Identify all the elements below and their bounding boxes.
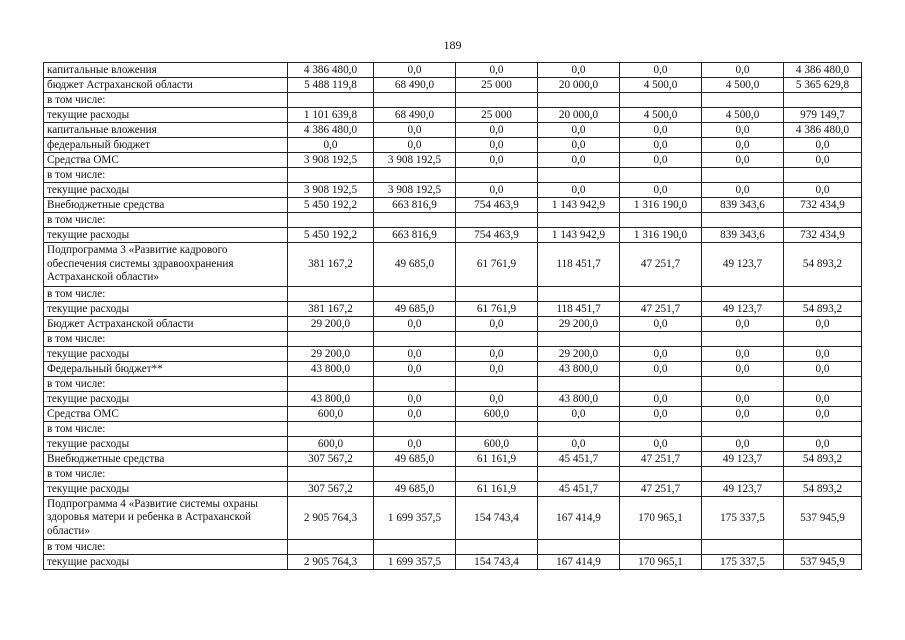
- value-cell: [374, 93, 456, 108]
- value-cell: [288, 213, 374, 228]
- value-cell: 0,0: [456, 391, 538, 406]
- table-row: [44, 108, 862, 123]
- value-cell: 0,0: [374, 406, 456, 421]
- value-cell: [702, 93, 784, 108]
- value-cell: [784, 540, 862, 555]
- value-cell: 0,0: [538, 183, 620, 198]
- value-cell: [784, 421, 862, 436]
- value-cell: 61 761,9: [456, 301, 538, 316]
- value-cell: [784, 286, 862, 301]
- value-cell: [620, 376, 702, 391]
- value-cell: 45 451,7: [538, 481, 620, 496]
- row-label: в том числе:: [44, 93, 288, 108]
- value-cell: [456, 376, 538, 391]
- value-cell: [784, 168, 862, 183]
- value-cell: [538, 93, 620, 108]
- row-label: текущие расходы: [44, 301, 288, 316]
- value-cell: 61 161,9: [456, 451, 538, 466]
- value-cell: 4 500,0: [620, 78, 702, 93]
- value-cell: 4 386 480,0: [784, 63, 862, 78]
- value-cell: 381 167,2: [288, 243, 374, 287]
- value-cell: 49 685,0: [374, 481, 456, 496]
- value-cell: 0,0: [456, 346, 538, 361]
- value-cell: 4 386 480,0: [288, 63, 374, 78]
- value-cell: 175 337,5: [702, 496, 784, 540]
- value-cell: [620, 540, 702, 555]
- value-cell: 49 685,0: [374, 451, 456, 466]
- row-label: текущие расходы: [44, 391, 288, 406]
- row-label: бюджет Астраханской области: [44, 78, 288, 93]
- value-cell: 0,0: [702, 436, 784, 451]
- value-cell: [538, 466, 620, 481]
- value-cell: 0,0: [456, 316, 538, 331]
- value-cell: 54 893,2: [784, 301, 862, 316]
- table-row: [44, 153, 862, 168]
- value-cell: 537 945,9: [784, 496, 862, 540]
- value-cell: [288, 466, 374, 481]
- value-cell: [374, 286, 456, 301]
- value-cell: 0,0: [784, 138, 862, 153]
- value-cell: 0,0: [620, 346, 702, 361]
- value-cell: [374, 466, 456, 481]
- value-cell: 45 451,7: [538, 451, 620, 466]
- value-cell: 0,0: [374, 63, 456, 78]
- value-cell: [620, 286, 702, 301]
- value-cell: 0,0: [702, 63, 784, 78]
- value-cell: [456, 540, 538, 555]
- value-cell: [538, 421, 620, 436]
- table-row: [44, 481, 862, 496]
- value-cell: [538, 168, 620, 183]
- table-row: [44, 168, 862, 183]
- value-cell: [538, 376, 620, 391]
- value-cell: 754 463,9: [456, 198, 538, 213]
- value-cell: 68 490,0: [374, 108, 456, 123]
- value-cell: 47 251,7: [620, 301, 702, 316]
- value-cell: [288, 376, 374, 391]
- row-label: капитальные вложения: [44, 123, 288, 138]
- value-cell: 0,0: [620, 123, 702, 138]
- value-cell: [538, 286, 620, 301]
- value-cell: [784, 331, 862, 346]
- value-cell: 0,0: [784, 346, 862, 361]
- value-cell: 1 143 942,9: [538, 228, 620, 243]
- value-cell: [456, 168, 538, 183]
- value-cell: [702, 331, 784, 346]
- value-cell: 0,0: [374, 316, 456, 331]
- value-cell: 0,0: [538, 153, 620, 168]
- value-cell: 0,0: [538, 138, 620, 153]
- table-row: [44, 361, 862, 376]
- budget-table: [43, 62, 862, 570]
- value-cell: 732 434,9: [784, 228, 862, 243]
- row-label: в том числе:: [44, 421, 288, 436]
- value-cell: 25 000: [456, 78, 538, 93]
- value-cell: 839 343,6: [702, 228, 784, 243]
- value-cell: 47 251,7: [620, 243, 702, 287]
- value-cell: 0,0: [620, 361, 702, 376]
- value-cell: 170 965,1: [620, 496, 702, 540]
- value-cell: [538, 540, 620, 555]
- value-cell: 0,0: [620, 391, 702, 406]
- value-cell: 61 161,9: [456, 481, 538, 496]
- table-row: [44, 316, 862, 331]
- row-label: Федеральный бюджет**: [44, 361, 288, 376]
- value-cell: 0,0: [538, 123, 620, 138]
- table-row: [44, 301, 862, 316]
- row-label: Бюджет Астраханской области: [44, 316, 288, 331]
- value-cell: 20 000,0: [538, 78, 620, 93]
- value-cell: 43 800,0: [538, 361, 620, 376]
- row-label: текущие расходы: [44, 346, 288, 361]
- value-cell: 0,0: [702, 406, 784, 421]
- value-cell: [288, 93, 374, 108]
- value-cell: 4 500,0: [702, 78, 784, 93]
- value-cell: 2 905 764,3: [288, 496, 374, 540]
- value-cell: 1 699 357,5: [374, 496, 456, 540]
- row-label: Средства ОМС: [44, 153, 288, 168]
- row-label: текущие расходы: [44, 108, 288, 123]
- value-cell: 43 800,0: [288, 361, 374, 376]
- value-cell: 0,0: [374, 138, 456, 153]
- value-cell: 29 200,0: [538, 346, 620, 361]
- value-cell: [456, 466, 538, 481]
- value-cell: 1 316 190,0: [620, 228, 702, 243]
- value-cell: [784, 213, 862, 228]
- table-row: [44, 213, 862, 228]
- value-cell: 0,0: [702, 316, 784, 331]
- value-cell: 20 000,0: [538, 108, 620, 123]
- value-cell: [784, 376, 862, 391]
- value-cell: 4 386 480,0: [288, 123, 374, 138]
- value-cell: [288, 331, 374, 346]
- value-cell: 0,0: [456, 138, 538, 153]
- value-cell: [456, 421, 538, 436]
- table-row: [44, 123, 862, 138]
- value-cell: 2 905 764,3: [288, 555, 374, 570]
- value-cell: 170 965,1: [620, 555, 702, 570]
- table-row: [44, 376, 862, 391]
- value-cell: 839 343,6: [702, 198, 784, 213]
- table-row: [44, 183, 862, 198]
- table-row: [44, 436, 862, 451]
- value-cell: [784, 93, 862, 108]
- value-cell: 61 761,9: [456, 243, 538, 287]
- value-cell: 0,0: [702, 361, 784, 376]
- value-cell: 663 816,9: [374, 198, 456, 213]
- value-cell: 1 699 357,5: [374, 555, 456, 570]
- table-row: [44, 93, 862, 108]
- value-cell: 0,0: [702, 138, 784, 153]
- row-label: федеральный бюджет: [44, 138, 288, 153]
- table-row: [44, 198, 862, 213]
- value-cell: 29 200,0: [288, 316, 374, 331]
- value-cell: 3 908 192,5: [288, 183, 374, 198]
- row-label: в том числе:: [44, 168, 288, 183]
- value-cell: 754 463,9: [456, 228, 538, 243]
- value-cell: 49 123,7: [702, 243, 784, 287]
- value-cell: [456, 93, 538, 108]
- value-cell: [374, 421, 456, 436]
- value-cell: 600,0: [288, 406, 374, 421]
- value-cell: 54 893,2: [784, 451, 862, 466]
- value-cell: [620, 213, 702, 228]
- value-cell: [374, 540, 456, 555]
- value-cell: 3 908 192,5: [288, 153, 374, 168]
- value-cell: 49 123,7: [702, 481, 784, 496]
- value-cell: 29 200,0: [538, 316, 620, 331]
- value-cell: 1 316 190,0: [620, 198, 702, 213]
- value-cell: 0,0: [374, 123, 456, 138]
- value-cell: [702, 376, 784, 391]
- value-cell: 5 450 192,2: [288, 198, 374, 213]
- value-cell: [784, 466, 862, 481]
- value-cell: 0,0: [374, 391, 456, 406]
- value-cell: [288, 168, 374, 183]
- value-cell: 1 101 639,8: [288, 108, 374, 123]
- value-cell: 49 685,0: [374, 243, 456, 287]
- row-label: текущие расходы: [44, 436, 288, 451]
- value-cell: 154 743,4: [456, 555, 538, 570]
- value-cell: 43 800,0: [538, 391, 620, 406]
- value-cell: 0,0: [620, 436, 702, 451]
- row-label: в том числе:: [44, 540, 288, 555]
- value-cell: 0,0: [702, 153, 784, 168]
- table-row: [44, 286, 862, 301]
- value-cell: 0,0: [620, 153, 702, 168]
- budget-table-body: [44, 63, 862, 570]
- value-cell: 43 800,0: [288, 391, 374, 406]
- value-cell: 4 500,0: [620, 108, 702, 123]
- value-cell: 0,0: [538, 436, 620, 451]
- table-row: [44, 451, 862, 466]
- value-cell: 25 000: [456, 108, 538, 123]
- row-label: Подпрограмма 4 «Развитие системы охраны здоровья матери и ребенка в Астраханской области»: [44, 496, 288, 540]
- row-label: Средства ОМС: [44, 406, 288, 421]
- value-cell: [702, 286, 784, 301]
- value-cell: [620, 331, 702, 346]
- value-cell: 47 251,7: [620, 481, 702, 496]
- value-cell: 54 893,2: [784, 481, 862, 496]
- value-cell: 0,0: [784, 183, 862, 198]
- value-cell: 0,0: [456, 361, 538, 376]
- value-cell: [288, 421, 374, 436]
- row-label: Внебюджетные средства: [44, 198, 288, 213]
- value-cell: 49 685,0: [374, 301, 456, 316]
- value-cell: 47 251,7: [620, 451, 702, 466]
- value-cell: 0,0: [784, 391, 862, 406]
- value-cell: 4 386 480,0: [784, 123, 862, 138]
- value-cell: 600,0: [456, 436, 538, 451]
- value-cell: 5 450 192,2: [288, 228, 374, 243]
- row-label: в том числе:: [44, 331, 288, 346]
- row-label: текущие расходы: [44, 555, 288, 570]
- value-cell: 381 167,2: [288, 301, 374, 316]
- value-cell: [456, 213, 538, 228]
- value-cell: [620, 93, 702, 108]
- row-label: текущие расходы: [44, 228, 288, 243]
- table-row: [44, 228, 862, 243]
- value-cell: 118 451,7: [538, 301, 620, 316]
- page-number: 189: [443, 38, 462, 52]
- row-label: в том числе:: [44, 213, 288, 228]
- value-cell: 0,0: [784, 361, 862, 376]
- value-cell: [702, 213, 784, 228]
- table-row: [44, 555, 862, 570]
- value-cell: 0,0: [456, 153, 538, 168]
- value-cell: 0,0: [374, 361, 456, 376]
- row-label: в том числе:: [44, 286, 288, 301]
- value-cell: 3 908 192,5: [374, 153, 456, 168]
- value-cell: 49 123,7: [702, 301, 784, 316]
- value-cell: [702, 466, 784, 481]
- value-cell: 0,0: [456, 123, 538, 138]
- value-cell: 68 490,0: [374, 78, 456, 93]
- value-cell: 0,0: [702, 183, 784, 198]
- value-cell: [288, 286, 374, 301]
- table-row: [44, 346, 862, 361]
- value-cell: 0,0: [620, 183, 702, 198]
- value-cell: [620, 168, 702, 183]
- value-cell: 0,0: [620, 406, 702, 421]
- table-row: [44, 406, 862, 421]
- value-cell: 0,0: [620, 63, 702, 78]
- row-label: капитальные вложения: [44, 63, 288, 78]
- row-label: в том числе:: [44, 466, 288, 481]
- table-row: [44, 243, 862, 287]
- value-cell: [374, 376, 456, 391]
- value-cell: [702, 168, 784, 183]
- value-cell: 5 365 629,8: [784, 78, 862, 93]
- value-cell: [288, 540, 374, 555]
- value-cell: [374, 213, 456, 228]
- value-cell: 600,0: [456, 406, 538, 421]
- value-cell: [620, 466, 702, 481]
- value-cell: 175 337,5: [702, 555, 784, 570]
- value-cell: 167 414,9: [538, 496, 620, 540]
- row-label: Подпрограмма 3 «Развитие кадрового обеспечения системы здравоохранения Астраханской области»: [44, 243, 288, 287]
- value-cell: 0,0: [374, 436, 456, 451]
- value-cell: 167 414,9: [538, 555, 620, 570]
- value-cell: [702, 540, 784, 555]
- value-cell: 0,0: [784, 153, 862, 168]
- table-row: [44, 78, 862, 93]
- value-cell: [456, 286, 538, 301]
- row-label: текущие расходы: [44, 183, 288, 198]
- value-cell: 0,0: [784, 436, 862, 451]
- value-cell: [374, 331, 456, 346]
- table-row: [44, 331, 862, 346]
- value-cell: 0,0: [620, 316, 702, 331]
- value-cell: 0,0: [538, 63, 620, 78]
- table-row: [44, 421, 862, 436]
- value-cell: 0,0: [702, 346, 784, 361]
- value-cell: 4 500,0: [702, 108, 784, 123]
- value-cell: 54 893,2: [784, 243, 862, 287]
- table-row: [44, 540, 862, 555]
- value-cell: 5 488 119,8: [288, 78, 374, 93]
- value-cell: [538, 213, 620, 228]
- value-cell: [620, 421, 702, 436]
- table-row: [44, 63, 862, 78]
- value-cell: 3 908 192,5: [374, 183, 456, 198]
- row-label: текущие расходы: [44, 481, 288, 496]
- value-cell: 0,0: [538, 406, 620, 421]
- value-cell: 663 816,9: [374, 228, 456, 243]
- value-cell: [374, 168, 456, 183]
- value-cell: 307 567,2: [288, 481, 374, 496]
- row-label: в том числе:: [44, 376, 288, 391]
- table-row: [44, 466, 862, 481]
- value-cell: 979 149,7: [784, 108, 862, 123]
- value-cell: 0,0: [456, 63, 538, 78]
- value-cell: 600,0: [288, 436, 374, 451]
- value-cell: 118 451,7: [538, 243, 620, 287]
- value-cell: 0,0: [288, 138, 374, 153]
- table-row: [44, 391, 862, 406]
- value-cell: 29 200,0: [288, 346, 374, 361]
- value-cell: 154 743,4: [456, 496, 538, 540]
- value-cell: 0,0: [702, 391, 784, 406]
- value-cell: 1 143 942,9: [538, 198, 620, 213]
- value-cell: [702, 421, 784, 436]
- value-cell: 732 434,9: [784, 198, 862, 213]
- row-label: Внебюджетные средства: [44, 451, 288, 466]
- table-row: [44, 496, 862, 540]
- value-cell: 49 123,7: [702, 451, 784, 466]
- value-cell: 0,0: [374, 346, 456, 361]
- value-cell: [538, 331, 620, 346]
- value-cell: 307 567,2: [288, 451, 374, 466]
- value-cell: 0,0: [784, 406, 862, 421]
- value-cell: 0,0: [456, 183, 538, 198]
- value-cell: 537 945,9: [784, 555, 862, 570]
- value-cell: 0,0: [702, 123, 784, 138]
- value-cell: 0,0: [784, 316, 862, 331]
- value-cell: 0,0: [620, 138, 702, 153]
- table-row: [44, 138, 862, 153]
- value-cell: [456, 331, 538, 346]
